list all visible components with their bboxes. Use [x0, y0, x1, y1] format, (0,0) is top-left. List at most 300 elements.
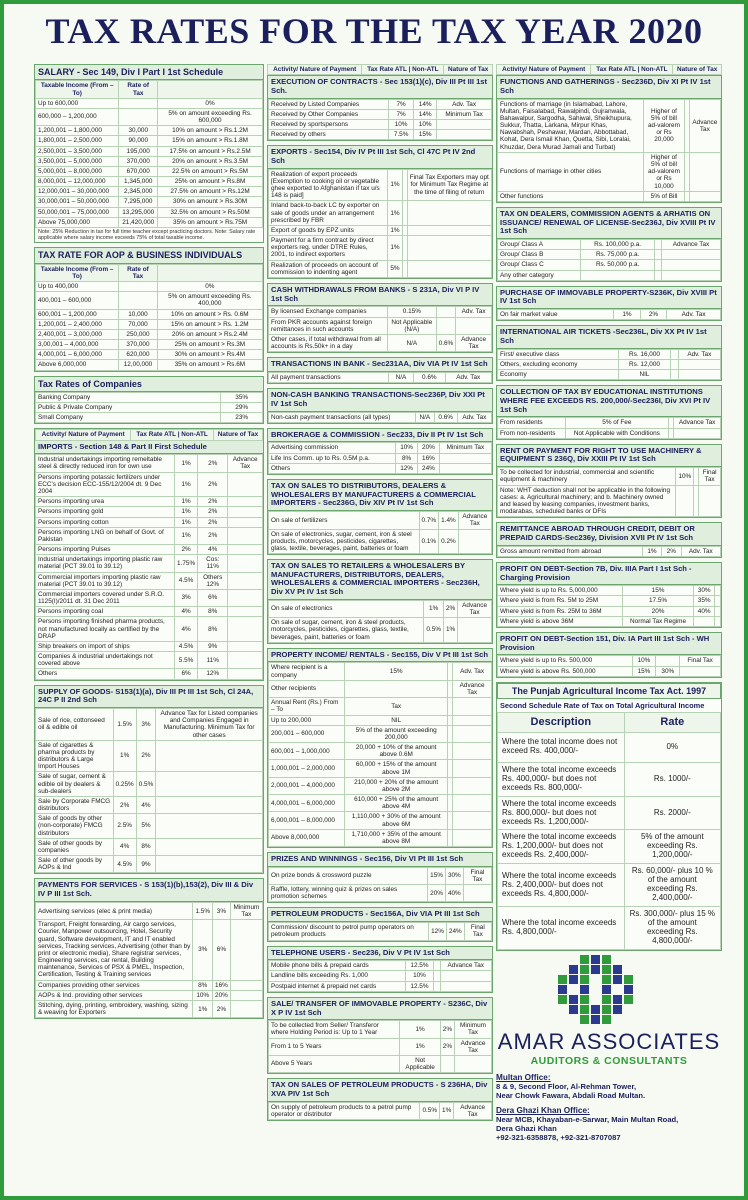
row-value: 10%	[405, 971, 434, 981]
row-label: Up to 600,000	[36, 98, 119, 108]
row-label: Sale of sugar, cement & edible oil by dealers & sub-dealers	[36, 772, 114, 797]
row-value	[228, 555, 263, 572]
section-table	[497, 467, 721, 517]
row-value: 10%	[396, 443, 418, 453]
row-value: 1%	[388, 201, 402, 226]
row-value: Minimum Tax	[437, 109, 492, 119]
table-row	[36, 555, 263, 572]
row-label: Banking Company	[36, 392, 221, 402]
col-header: Taxable Income (From – To)	[36, 81, 119, 98]
row-value: 12.5%	[405, 961, 434, 971]
row-value: 1%	[175, 497, 198, 507]
row-value	[458, 529, 491, 554]
services-heading: PAYMENTS FOR SERVICES - S 153(1)(b),153(2), Div III & Div IV P III 1st Sch.	[35, 879, 263, 901]
row-value	[671, 370, 678, 380]
row-value: 610,000 + 25% of the amount above 4M	[345, 795, 448, 812]
row-label: By licensed Exchange companies	[269, 307, 388, 317]
row-value: 3%	[193, 920, 213, 980]
column-right	[496, 64, 722, 1142]
logo-square	[602, 985, 611, 994]
section-table	[268, 662, 492, 847]
row-value: 25% on amount > Rs.8M	[158, 177, 263, 187]
row-value: 1%	[175, 455, 198, 472]
row-value: Advance Tax	[458, 512, 491, 529]
row-value: 1,710,000 + 35% of the amount above 8M	[345, 829, 448, 846]
row-value: Advance Tax for Listed companies and Companies Engaged in Manufacturing. Minimum Tax for other cases	[156, 709, 263, 741]
row-value: Higher of 5% of bill ad-valorem or Rs 20,000	[644, 99, 684, 152]
row-value: Advance Tax	[689, 99, 720, 152]
row-value: 16%	[418, 453, 440, 463]
row-value	[453, 812, 492, 829]
logo-square	[624, 985, 633, 994]
row-label: 3,500,001 – 5,000,000	[36, 156, 119, 166]
row-value: 40%	[445, 885, 463, 902]
row-value: 4%	[136, 796, 156, 813]
agri-table	[497, 712, 721, 950]
salary-heading: SALARY - Sec 149, Div I Part I 1st Schedule	[35, 65, 263, 80]
row-value: 20% on amount > Rs.2.4M	[157, 329, 262, 339]
logo-square	[558, 985, 567, 994]
table-row	[36, 197, 263, 207]
row-value: 5% on amount exceeding Rs. 400,000	[157, 292, 262, 309]
row-value	[436, 317, 456, 334]
tax-section	[267, 388, 493, 424]
table-row	[36, 814, 263, 839]
row-label: Commission/ discount to petrol pump operators on petroleum products	[269, 923, 429, 940]
table-row	[36, 838, 263, 855]
row-label: Life Ins Comm. up to Rs. 0.5M p.a.	[269, 453, 396, 463]
row-value: 1%	[193, 1000, 213, 1017]
tax-section	[267, 907, 493, 941]
table-row	[269, 453, 492, 463]
firm-tagline: AUDITORS & CONSULTANTS	[530, 1054, 688, 1067]
row-label: Industrial undertakings importing plastic raw material (PCT 39.01 to 39.12)	[36, 555, 175, 572]
row-label: From residents	[498, 418, 566, 428]
row-label: Functions of marriage (in Islamabad, Lahore, Multan, Faisalabad, Rawalpindi, Gujranwala, Bahawalpur, Sargodha, Sahiwal, Sheikhupura, Sukkur, Thatta, Larkana, Mirpur Khas, Nawabshah, Peshawar, Mardan, Abbottabad, Kohat, Dera Ismail Khan, Quetta, Sibi, Loralai, Khuzdar, Dera Murad Jamali and Turbat)	[498, 99, 644, 152]
row-value	[230, 1000, 262, 1017]
row-value: Final Tax	[699, 468, 721, 485]
row-value	[654, 250, 661, 260]
row-value: Not Applicable (N/A)	[387, 317, 436, 334]
row-value: 12,00,000	[119, 360, 157, 370]
row-value: 5% of Bill	[644, 191, 684, 201]
row-value	[228, 497, 263, 507]
row-value: NIL	[345, 715, 448, 725]
row-value: 16%	[213, 980, 231, 990]
row-value: 9%	[136, 856, 156, 873]
row-label: On sale of fertilizers	[269, 512, 420, 529]
row-value	[407, 201, 491, 226]
row-value: 2%	[198, 455, 228, 472]
row-label: Received by sportspersons	[269, 119, 389, 129]
row-label: Note: WHT deduction shall not be applicable in the following cases: a. Agricultural machinery; and b. Machinery owned and leased by leasing companies, investment banks, modarabas, scheduled banks or DFIs	[498, 485, 676, 517]
logo-square	[569, 965, 578, 974]
row-label: 1,200,001 – 1,800,000	[36, 126, 119, 136]
row-value: 32.5% on amount > Rs.50M	[158, 207, 263, 217]
supply-heading: SUPPLY OF GOODS- S153(1)(a), Div III Pt III 1st Sch, Cl 24A, 24C P II 2nd Sch	[35, 686, 263, 708]
section-table	[268, 867, 492, 903]
row-value	[671, 349, 678, 359]
row-value: 7.5%	[389, 130, 414, 140]
section-heading: PROFIT ON DEBT-Section 7B, Div. IIIA Part I 1st Sch - Charging Provision	[497, 563, 721, 585]
row-value: 14%	[414, 109, 437, 119]
row-value: 11%	[198, 652, 228, 669]
row-value	[453, 725, 492, 742]
row-value	[228, 517, 263, 527]
imports-section	[34, 428, 264, 680]
row-label: Advertising services (elec & print media)	[36, 902, 193, 919]
tax-section	[267, 283, 493, 353]
row-value: 4%	[175, 617, 198, 642]
row-value: 12.5%	[405, 981, 434, 991]
table-row	[269, 372, 492, 382]
row-value	[680, 666, 721, 676]
row-label: Sale of other goods by AOPs & Ind	[36, 856, 114, 873]
section-heading: TRANSACTIONS IN BANK - Sec231AA, Div VIA Pt IV 1st Sch	[268, 358, 492, 372]
row-value: 1.5%	[113, 709, 136, 741]
row-value: 0.1%	[419, 529, 439, 554]
section-table	[497, 99, 721, 202]
row-label: Landline bills exceeding Rs. 1,000	[269, 971, 406, 981]
table-row	[36, 187, 263, 197]
table-row	[269, 119, 492, 129]
right-sections	[496, 75, 722, 678]
row-value: 15% on amount > Rs. 1.2M	[157, 319, 262, 329]
logo-square	[591, 1005, 600, 1014]
row-value: 2%	[662, 546, 681, 556]
row-label: 3,00,001 – 4,000,000	[36, 340, 119, 350]
row-value	[439, 463, 491, 473]
section-heading: INTERNATIONAL AIR TICKETS -Sec236L, Div XX Pt IV 1st Sch	[497, 326, 721, 348]
table-row	[269, 885, 492, 902]
row-value: Adv. Tax	[681, 546, 720, 556]
row-value: 30%	[694, 586, 715, 596]
table-row	[36, 177, 263, 187]
row-value: Adv. Tax	[456, 307, 492, 317]
row-value: 4.5%	[175, 572, 198, 589]
row-value: Final Tax	[463, 867, 491, 884]
row-label: Public & Private Company	[36, 403, 221, 413]
row-value: 10%	[193, 990, 213, 1000]
salary-table	[35, 80, 263, 228]
table-row	[36, 902, 263, 919]
row-value	[453, 698, 492, 715]
section-heading: PROPERTY INCOME/ RENTALS - Sec155, Div V Pt III 1st Sch	[268, 649, 492, 663]
row-value: 12%	[198, 669, 228, 679]
table-row	[36, 472, 263, 497]
row-value	[689, 152, 720, 191]
col-header: Activity/ Nature of Payment	[497, 65, 591, 75]
table-row	[269, 1102, 492, 1119]
activity-header-table	[35, 429, 263, 440]
row-value: 7%	[389, 109, 414, 119]
row-value: 370,000	[119, 340, 157, 350]
row-value: 35%	[694, 596, 715, 606]
row-value: 0.6%	[434, 412, 457, 422]
section-heading: CASH WITHDRAWALS FROM BANKS - S 231A, Div VI P IV 1st Sch	[268, 284, 492, 306]
row-value	[119, 282, 157, 292]
row-value: 8%	[198, 617, 228, 642]
row-value: 30%	[445, 867, 463, 884]
section-heading: EXPORTS - Sec154, Div IV Pt III 1st Sch, Cl 47C Pt IV 2nd Sch	[268, 146, 492, 168]
table-row	[36, 392, 263, 402]
services-table	[35, 902, 263, 1018]
row-label: Payment for a firm contract by direct exporters reg. under DTRE Rules, 2001, to indirect exporters	[269, 236, 388, 261]
row-value: 8%	[198, 607, 228, 617]
table-row	[36, 166, 263, 176]
row-label: On sale of electronics, sugar, cement, iron & steel products, motorcycles, pesticides, cigarettes, glass, textile, beverages, paint, batteries or foam	[269, 529, 420, 554]
table-row	[498, 250, 721, 260]
row-label: Persons importing LNG on behalf of Govt. of Pakistan	[36, 527, 175, 544]
amar-logo	[496, 955, 722, 1027]
table-row	[269, 981, 492, 991]
table-row	[498, 260, 721, 270]
col-header: Tax Rate ATL | Non-ATL	[362, 65, 444, 75]
middle-sections	[267, 75, 493, 1121]
row-value: 0.5%	[420, 1102, 440, 1119]
table-row	[36, 98, 263, 108]
companies-heading: Tax Rates of Companies	[35, 377, 263, 392]
table-row	[36, 350, 263, 360]
row-value	[662, 260, 721, 270]
table-row	[36, 309, 263, 319]
row-value	[228, 641, 263, 651]
row-value	[119, 108, 158, 125]
row-value: Rs. 2000/-	[624, 796, 720, 830]
row-value: 40%	[694, 606, 715, 616]
row-value: Rs. 75,000 p.a.	[581, 250, 655, 260]
office-line: Dera Ghazi Khan	[496, 1123, 557, 1133]
row-label: From PKR accounts against foreign remittances in such accounts	[269, 317, 388, 334]
table-row	[269, 529, 492, 554]
row-label: Transport, Freight forwarding, Air cargo services, Courier, Manpower outsourcing, Hotel, Security guard, Software development, IT and IT enabled services, Tracking services, Advertising (other than by print or electronic media), Share registrar services, Engineering services, car rental, Building maintenance, Services of PSX & PMEL, Inspection, Certification, Testing & Training services	[36, 920, 193, 980]
row-value: 30%	[656, 666, 680, 676]
section-heading: PETROLEUM PRODUCTS - Sec156A, Div VIA Pt III 1st Sch	[268, 908, 492, 922]
table-row	[36, 413, 263, 423]
row-label: To be collected from Seller/ Transferor where Holding Period is: Up to 1 Year	[269, 1021, 400, 1038]
row-label: On supply of petroleum products to a petrol pump operator or distributor	[269, 1102, 420, 1119]
row-value: 3%	[213, 902, 231, 919]
row-label: Where the total income exceeds Rs. 800,000/- but does not exceeds Rs. 1,200,000/-	[498, 796, 625, 830]
row-value	[715, 616, 721, 626]
section-heading: SALE/ TRANSFER OF IMMOVABLE PROPERTY - S236C, Div X P IV 1st Sch	[268, 998, 492, 1020]
table-row	[498, 796, 721, 830]
supply-table	[35, 708, 263, 873]
section-heading: TAX ON SALES TO RETAILERS & WHOLESALERS BY MANUFACTURERS, DISTRIBUTORS, DEALERS, WHOLESALERS & COMMERCIAL IMPORTERS - Sec236H, Div XV Pt IV 1st Sch	[268, 560, 492, 600]
row-value: 5%	[136, 814, 156, 839]
tax-section	[267, 75, 493, 141]
table-row	[36, 772, 263, 797]
row-label: From 1 to 5 Years	[269, 1038, 400, 1055]
row-value: Advance Tax	[456, 334, 492, 351]
col-header: Tax Rate ATL | Non-ATL	[131, 430, 214, 440]
row-value	[228, 589, 263, 606]
row-value: 15%	[345, 663, 448, 680]
supply-section	[34, 685, 264, 875]
row-label: Any other category	[498, 270, 581, 280]
table-row	[36, 319, 263, 329]
table-row	[36, 360, 263, 370]
row-value: 5% of the amount exceeding Rs. 1,200,000/-	[624, 830, 720, 864]
table-row	[269, 600, 492, 617]
row-value: 2%	[198, 497, 228, 507]
office-line: 8 & 9, Second Floor, Al-Rehman Tower,	[496, 1081, 637, 1091]
row-value: 20%	[418, 443, 440, 453]
row-value: 0%	[624, 732, 720, 762]
row-value: 7,295,000	[119, 197, 158, 207]
row-value	[654, 240, 661, 250]
row-value: 1%	[388, 225, 402, 235]
table-row	[36, 136, 263, 146]
section-heading: NON-CASH BANKING TRANSACTIONS-Sec236P, Div XXI Pt IV 1st Sch	[268, 389, 492, 411]
section-table	[268, 960, 492, 992]
logo-square	[602, 965, 611, 974]
row-value	[156, 856, 263, 873]
row-label: Received by others	[269, 130, 389, 140]
col-header: Description	[498, 712, 625, 732]
row-value	[228, 545, 263, 555]
row-value: 1%	[388, 169, 402, 201]
table-row	[36, 1000, 263, 1017]
table-row	[269, 725, 492, 742]
row-value	[156, 814, 263, 839]
row-label: Sale of goods by other (non-corporate) FMCG distributors	[36, 814, 114, 839]
row-value: 2%	[440, 1038, 454, 1055]
row-value	[581, 270, 655, 280]
row-value: 29%	[221, 403, 263, 413]
row-value: 20% on amount > Rs.3.5M	[158, 156, 263, 166]
table-row	[36, 796, 263, 813]
table-row	[498, 468, 721, 485]
row-label: Stitching, dying, printing, embroidery, washing, sizing & weaving for Exporters	[36, 1000, 193, 1017]
table-row	[498, 907, 721, 950]
col-header: Rate of Tax	[119, 81, 158, 98]
row-value: 0.7%	[419, 512, 439, 529]
section-table	[497, 655, 721, 676]
row-value	[119, 292, 157, 309]
section-heading: TAX ON SALES OF PETROLEUM PRODUCTS - S 236HA, Div XVA PIV 1st Sch	[268, 1079, 492, 1101]
row-label: Annual Rent (Rs.) From – To	[269, 698, 345, 715]
row-value: N/A	[388, 372, 413, 382]
row-label: Companies & industrial undertakings not covered above	[36, 652, 175, 669]
logo-square	[602, 955, 611, 964]
row-value: 25% on amount > Rs.3M	[157, 340, 262, 350]
logo-square	[558, 995, 567, 1004]
row-value: 10%	[676, 468, 694, 485]
row-value: 620,000	[119, 350, 157, 360]
row-label: Other cases, if total withdrawal from all accounts is Rs.50k+ in a day	[269, 334, 388, 351]
table-row	[36, 920, 263, 980]
row-value: 1%	[175, 527, 198, 544]
row-label: 2,400,001 – 3,000,000	[36, 329, 119, 339]
col-header: Activity/ Nature of Payment	[36, 430, 131, 440]
tax-section	[496, 385, 722, 440]
table-row	[498, 616, 721, 626]
row-value	[463, 885, 491, 902]
table-row	[36, 856, 263, 873]
row-value: 20%	[622, 606, 693, 616]
logo-square	[580, 955, 589, 964]
table-row	[269, 829, 492, 846]
logo-square	[580, 995, 589, 1004]
row-value: 70,000	[119, 319, 157, 329]
section-table	[268, 372, 492, 383]
page-title: TAX RATES FOR THE TAX YEAR 2020	[45, 11, 703, 51]
row-value: 1%	[400, 1021, 440, 1038]
row-value	[662, 270, 721, 280]
table-row	[36, 455, 263, 472]
row-label: Persons importing Pulses	[36, 545, 175, 555]
office-dgkhan	[496, 1106, 722, 1142]
imports-table	[35, 454, 263, 679]
logo-square	[580, 985, 589, 994]
row-value: 14%	[414, 99, 437, 109]
row-value	[453, 777, 492, 794]
row-label: From non-residents	[498, 428, 566, 438]
row-value: 210,000 + 20% of the amount above 2M	[345, 777, 448, 794]
section-table	[497, 349, 721, 381]
row-value: 10% on amount > Rs. 0.6M	[157, 309, 262, 319]
table-row	[498, 864, 721, 907]
row-label: Commercial importers importing plastic raw material (PCT 39.01 to 39.12)	[36, 572, 175, 589]
table-row	[269, 1021, 492, 1038]
table-row	[269, 760, 492, 777]
row-label: Where the total income exceeds Rs. 2,400,000/- but does not exceeds Rs. 4,800,000/-	[498, 864, 625, 907]
row-value: 1%	[113, 740, 136, 772]
row-value: Adv. Tax	[437, 99, 492, 109]
row-label: First/ executive class	[498, 349, 619, 359]
row-value: 1%	[388, 236, 402, 261]
section-table	[497, 309, 721, 320]
row-value: 5.5%	[175, 652, 198, 669]
companies-table	[35, 392, 263, 424]
row-value: Advance Tax	[454, 1102, 492, 1119]
row-value: 0.2%	[439, 529, 459, 554]
table-row	[269, 795, 492, 812]
row-label: Where yield is from Rs. 5M to 25M	[498, 596, 623, 606]
row-label: Sale of rice, cottonseed oil & edible oil	[36, 709, 114, 741]
row-value: 15%	[414, 130, 437, 140]
row-label: Up to 200,000	[269, 715, 345, 725]
row-value	[119, 98, 158, 108]
row-value: 10% on amount > Rs.1.2M	[158, 126, 263, 136]
firm-name: AMAR ASSOCIATES	[497, 1028, 721, 1054]
row-label: Others	[269, 463, 396, 473]
row-value: Rs. 16,000	[618, 349, 671, 359]
logo-square	[591, 955, 600, 964]
row-label: Received by Listed Companies	[269, 99, 389, 109]
section-heading: TELEPHONE USERS - Sec236, Div V Pt IV 1st Sch	[268, 947, 492, 961]
row-value: 17.5% on amount > Rs.2.5M	[158, 146, 263, 156]
row-value: 2.5%	[113, 814, 136, 839]
row-value: 35% on amount > Rs.75M	[158, 217, 263, 227]
row-value	[694, 616, 715, 626]
row-value	[715, 586, 721, 596]
section-table	[268, 442, 492, 474]
row-value: 15%	[632, 666, 656, 676]
row-label: Where yield is up to Rs. 500,000	[498, 656, 633, 666]
section-heading: PURCHASE OF IMMOVABLE PROPERTY-S236K, Div XVIII Pt IV 1st Sch	[497, 287, 721, 309]
table-row	[269, 236, 492, 261]
table-row	[498, 191, 721, 201]
aop-table	[35, 264, 263, 371]
table-row	[498, 418, 721, 428]
col-header: Rate of Tax	[119, 264, 157, 281]
row-label: Raffle, lottery, winning quiz & prizes on sales promotion schemes	[269, 885, 428, 902]
row-value: Adv. Tax	[453, 663, 492, 680]
logo-square	[569, 975, 578, 984]
office-line: Near Chowk Fawara, Abdali Road Multan.	[496, 1090, 646, 1100]
